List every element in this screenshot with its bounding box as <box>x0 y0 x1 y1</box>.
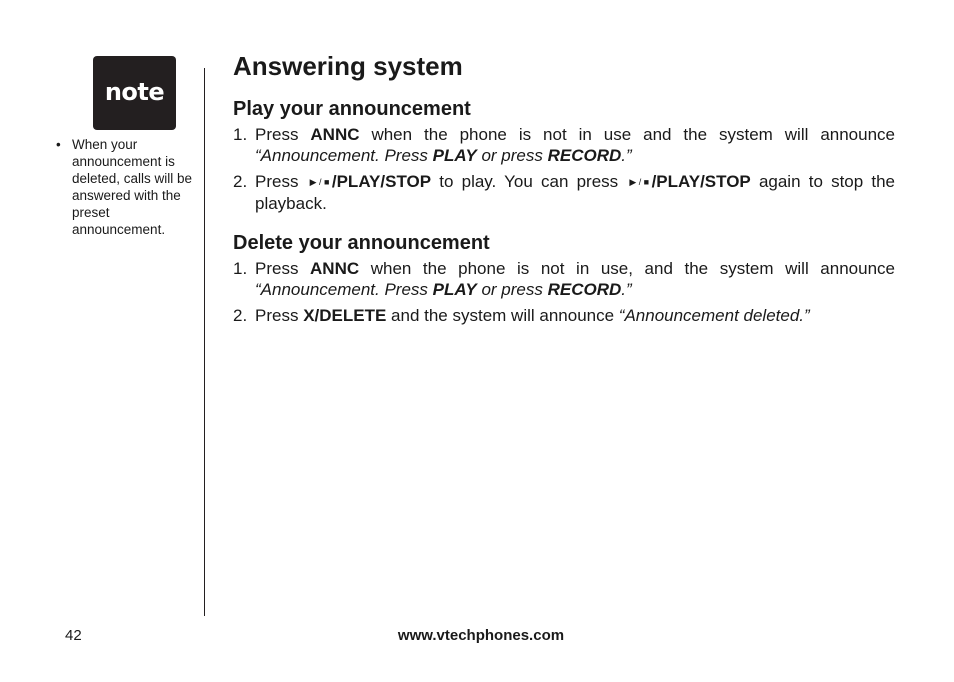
delete-steps <box>233 258 895 326</box>
play-steps <box>233 124 895 214</box>
announcement-quote: or press <box>476 280 548 299</box>
note-badge-label: note <box>104 78 165 106</box>
step-text: Press <box>255 125 311 144</box>
step-number: 2. <box>233 172 248 191</box>
play-stop-icon: ▶/■ <box>629 177 652 187</box>
annc-key-label: ANNC <box>310 259 360 278</box>
announcement-quote: .” <box>621 280 632 299</box>
column-divider <box>204 68 205 616</box>
play-step-2 <box>233 171 895 214</box>
step-text: Press <box>255 306 304 325</box>
play-stop-icon: ▶/■ <box>309 177 332 187</box>
page-title: Answering system <box>233 51 463 81</box>
play-key-label: PLAY <box>432 280 477 299</box>
annc-key-label: ANNC <box>310 125 360 144</box>
section-title-play: Play your announcement <box>233 98 471 120</box>
announcement-quote: or press <box>476 146 548 165</box>
step-number: 1. <box>233 259 248 278</box>
delete-step-2 <box>233 305 895 326</box>
sidebar-note-item: • When your announcement is deleted, calls will be answered with the preset announcement. <box>56 136 196 238</box>
main-content <box>233 50 895 331</box>
step-number: 1. <box>233 125 248 144</box>
record-key-label: RECORD <box>547 280 622 299</box>
play-key-label: PLAY <box>432 146 477 165</box>
step-text: and the system will announce <box>386 306 619 325</box>
delete-key-label: X/DELETE <box>303 306 387 325</box>
step-number: 2. <box>233 306 248 325</box>
section-title-delete: Delete your announcement <box>233 232 490 254</box>
play-stop-key-label: /PLAY/STOP <box>331 172 432 191</box>
record-key-label: RECORD <box>547 146 622 165</box>
step-text: to play. You can press <box>431 172 627 191</box>
page-number: 42 <box>65 627 82 644</box>
step-text: when the phone is not in use, and the system will announce <box>359 259 895 278</box>
step-text: Press <box>255 259 311 278</box>
step-text: again to stop the playback. <box>255 172 896 213</box>
play-step-1 <box>233 124 895 166</box>
play-stop-key-label: /PLAY/STOP <box>651 172 751 191</box>
step-text: when the phone is not in use and the system will announce <box>359 125 895 144</box>
footer-url: www.vtechphones.com <box>397 627 565 644</box>
announcement-quote: “Announcement deleted.” <box>618 306 810 325</box>
step-text: Press <box>255 172 307 191</box>
sidebar-note-list <box>56 136 196 238</box>
delete-step-1 <box>233 258 895 300</box>
announcement-quote: .” <box>621 146 632 165</box>
note-badge <box>93 56 176 130</box>
announcement-quote: “Announcement. Press <box>255 146 433 165</box>
announcement-quote: “Announcement. Press <box>255 280 433 299</box>
